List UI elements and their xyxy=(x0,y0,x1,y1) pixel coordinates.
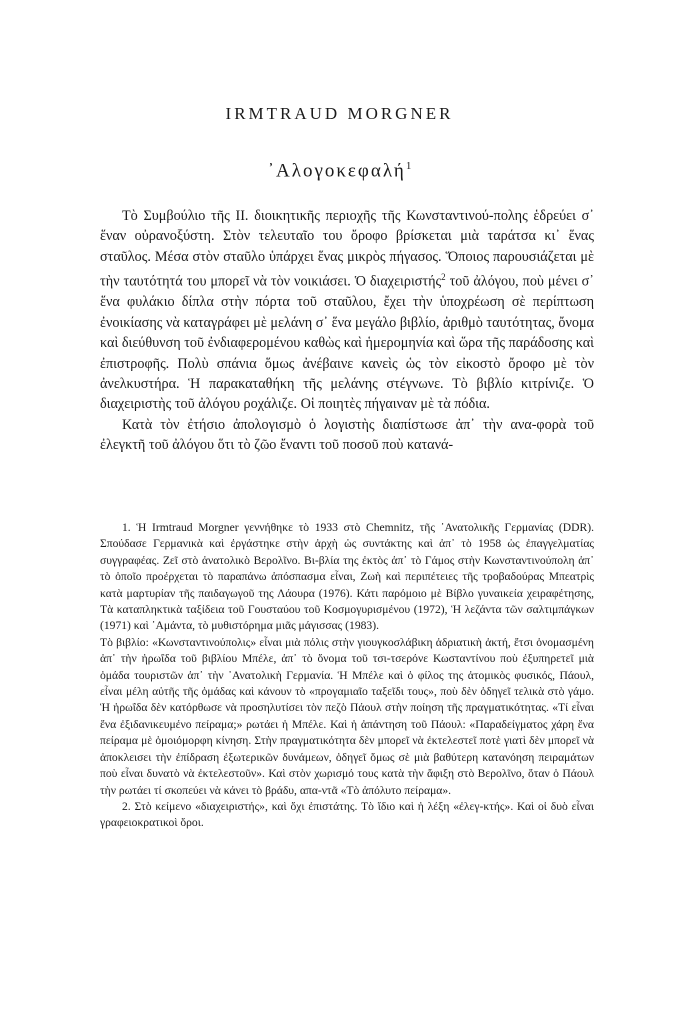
footnote-1: 1. Ἡ Irmtraud Morgner γεννήθηκε τὸ 1933 στὸ Chemnitz, τῆς ᾿Ανατολικῆς Γερμανίας (DDR). Σπούδασε Γερμανικὰ καὶ ἐργάστηκε στὴν ἀρχὴ ὡς συντάκτης καὶ ἀπ᾿ τὸ 1958 ὡς ἐπαγγελματίας συγγραφέας. Ζεῖ στὸ ἀνατολικὸ Βερολῖνο. Βι-βλία της ἐκτὸς ἀπ᾿ τὸ Γάμος στὴν Κωνσταντινούπολη ἀπ᾿ τὸ ὁποῖο προέρχεται τὸ παραπάνω ἀπόσπασμα εἶναι, Ζωὴ καὶ περιπέτειες τῆς τροβαδούρας Μπεατρὶς κατὰ μαρτυρίαν τῆς παιδαγωγοῦ της Λάουρα (1976). Κάτι παρόμοιο μὲ Βίβλο γυναικεία χειραφέτησης, Τὰ καταπληκτικὰ ταξίδεια τοῦ Γουσταύου τοῦ Κοσμογυρισμένου (1972), Ἡ λεζάντα τῶν σαλτιμπάγκων (1971) καὶ ᾿Αμάντα, τὸ μυθιστόρημα μιᾶς μάγισσας (1983). xyxy=(100,521,594,633)
paragraph-2: Κατὰ τὸν ἐτήσιο ἀπολογισμὸ ὁ λογιστὴς διαπίστωσε ἀπ᾿ τὴν ανα-φορὰ τοῦ ἐλεγκτῆ τοῦ ἀλόγου ὅτι τὸ ζῶο ἔναντι τοῦ ποσοῦ ποὺ κατανά- xyxy=(100,416,594,454)
footnote-mark-1: 1 xyxy=(405,160,412,172)
author-heading: IRMTRAUD MORGNER xyxy=(225,104,454,123)
footnote-mark-2: 2 xyxy=(441,272,446,283)
paragraph-1-part-b: τοῦ ἀλόγου, ποὺ μένει σ᾿ ἕνα φυλάκιο δίπλα στὴν πόρτα τοῦ σταῦλου, ἔχει τὴν ὑποχρέωση σὲ περίπτωση ἐνοικίασης νὰ καταγράφει μὲ μελάνη σ᾿ ἕνα μεγάλο βιβλίο, ἀριθμὸ ταυτότητας, ὄνομα καὶ διεύθυνση τοῦ ἐνδιαφερομένου καθὼς καὶ ἡμερομηνία καὶ ὥρα τῆς παράδοσης καὶ ἐπιστροφῆς. Πολὺ σπάνια ὅμως ἀνέβαινε κανεὶς ὡς τὸν εἰκοστὸ ὄροφο μὲ τὸν ἀνελκυστήρα. Ἡ παρακαταθήκη τῆς μελάνης στέγνωνε. Τὸ βιβλίο κιτρίνιζε. Ὁ διαχειριστὴς τοῦ ἀλόγου ροχάλιζε. Οἱ ποιητὲς πήγαιναν μὲ τὰ πόδια. xyxy=(100,273,594,413)
main-text xyxy=(100,206,594,456)
story-title-text: ᾿Αλογοκεφαλή xyxy=(267,160,406,182)
footnote-2: 2. Στὸ κείμενο «διαχειριστής», καὶ ὄχι ἐπιστάτης. Τὸ ἴδιο καὶ ἡ λέξη «ἐλεγ-κτής». Καὶ οἱ δυὸ εἶναι γραφειοκρατικοὶ ὅροι. xyxy=(100,799,594,830)
story-title xyxy=(0,160,679,182)
paragraph-1-part-a: Τὸ Συμβούλιο τῆς ΙΙ. διοικητικῆς περιοχῆς τῆς Κωνσταντινού-πολης ἑδρεύει σ᾿ ἕναν οὐρανοξύστη. Στὸν τελευταῖο του ὄροφο βρίσκεται μιὰ ταράτσα κι᾿ ἕνας σταῦλος. Μέσα στὸν σταῦλο ὑπάρχει ἕνας μικρὸς πήγασος. Ὅποιος παρουσιάζεται μὲ τὴν ταυτότητά του μπορεῖ νὰ τὸν νοικιάσει. Ὁ διαχειριστής xyxy=(100,208,594,290)
paragraph-1 xyxy=(100,206,594,415)
footnote-1-continued: Τὸ βιβλίο: «Κωνσταντινούπολις» εἶναι μιὰ πόλις στὴν γιουγκοσλάβικη ἀδριατικὴ ἀκτή, ἔτσι ὀνομασμένη ἀπ᾿ τὴν ἡρωΐδα τοῦ βιβλίου Μπέλε, ἀπ᾿ τὸ ὄνομα τοῦ τσι-τσερόνε Κωσταντίνου ποὺ ἐξυπηρετεῖ μιὰ ὁμάδα τουριστῶν ἀπ᾿ τὴν ᾿Ανατολικὴ Γερμανία. Ἡ Μπέλε καὶ ὁ φίλος της ἀτομικὸς φυσικός, Πάουλ, εἶναι μέλη αὐτῆς τῆς ὁμάδας καὶ κάνουν τὸ «προγαμιαῖο ταξεῖδι τους», ποὺ δὲν ὁδηγεῖ τελικὰ στὸ γάμο. Ἡ ἡρωΐδα δὲν κατόρθωσε νὰ προσηλυτίσει τὸν πεζὸ Πάουλ στὴν ποίηση τῆς πραγματικότητας. «Τί εἶναι ἕνα ἐξιδανικευμένο πείραμα;» ρωτάει ἡ Μπέλε. Καὶ ἡ ἀπάντηση τοῦ Πάουλ: «Παραδείγματος χάρη ἕνα πείραμα μὲ ὁμοιόμορφη κίνηση. Στὴν πραγματικότητα δὲν μπορεῖ νὰ ἐκτελεστεῖ ποτὲ γιατὶ δὲν μπορεῖ νὰ ἀποκλεισει τὴν ἐπίδραση ἐξωτερικῶν δυνάμεων, ὁδηγεῖ ὅμως σὲ μιὰ βαθύτερη κατανόηση πειραμάτων ποὺ εἶναι δυνατὸ νὰ ἐκτελεστοῦν». Καὶ στὸν χωρισμό τους κατὰ τὴν ἄφιξη στὸ Βερολῖνο, ὅταν ὁ Πάουλ τὴν ρωτάει τί σκοπεύει νὰ κάνει τὸ βράδυ, απα-ντᾶ «Τὸ ἀπόλυτο πείραμα». xyxy=(100,635,594,797)
footnotes xyxy=(100,520,594,832)
